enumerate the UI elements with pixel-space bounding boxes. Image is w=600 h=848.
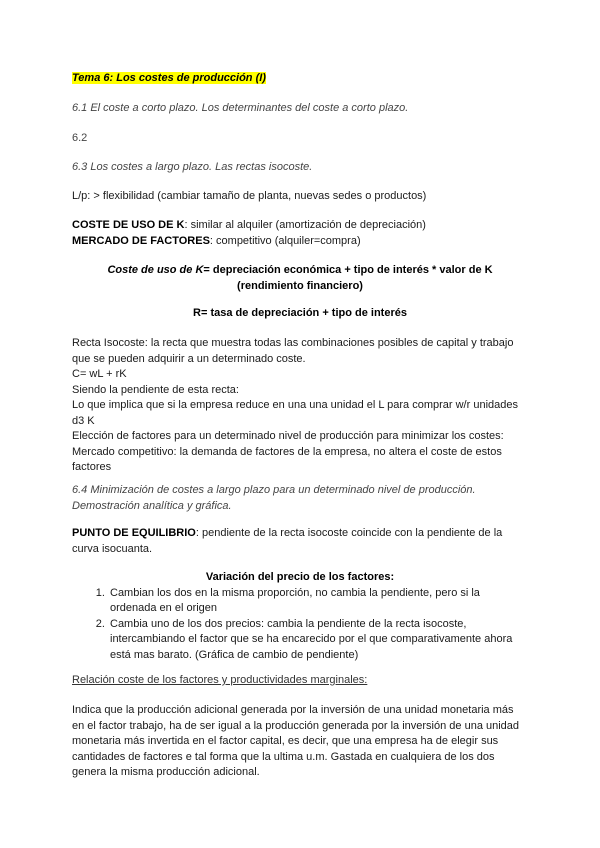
cost-of-capital-formula: Coste de uso de K= depreciación económica + tipo de interés * valor de K (rendimiento financiero) <box>107 264 493 292</box>
variacion-list <box>72 586 528 664</box>
section-6-1-heading: 6.1 El coste a corto plazo. Los determinantes del coste a corto plazo. <box>72 102 409 114</box>
mercado-factores-definition: MERCADO DE FACTORES: competitivo (alquiler=compra) <box>72 234 361 247</box>
section-6-4-heading: 6.4 Minimización de costes a largo plazo para un determinado nivel de producción. Demostración analítica y gráfica. <box>72 484 476 512</box>
section-6-2-heading: 6.2 <box>72 132 88 144</box>
list-item: 1. Cambian los dos en la misma proporción, no cambia la pendiente, pero si la ordenada en el origen <box>108 586 528 617</box>
section-6-3-heading: 6.3 Los costes a largo plazo. Las rectas isocoste. <box>72 161 313 173</box>
variacion-precio-section <box>72 570 528 663</box>
variacion-title: Variación del precio de los factores: <box>205 571 395 583</box>
list-item: 2. Cambia uno de los dos precios: cambia la pendiente de la recta isocoste, intercambiando el factor que se ha encarecido por el que comparativamente ahora está mas barato. (Gráfica de cambio de pendiente) <box>108 617 528 664</box>
punto-equilibrio-paragraph: PUNTO DE EQUILIBRIO: pendiente de la recta isocoste coincide con la pendiente de la curva isocuanta. <box>72 527 503 555</box>
definitions-block <box>72 218 528 249</box>
long-run-flexibility-note: L/p: > flexibilidad (cambiar tamaño de planta, nuevas sedes o productos) <box>72 190 427 202</box>
indica-paragraph: Indica que la producción adicional generada por la inversión de una unidad monetaria más en el factor trabajo, ha de ser igual a la producción generada por la inversión de una unidad monetaria más invertida en el factor capital, es decir, que una empresa ha de elegir sus cantidades de factores e tal forma que la ultima u.m. Gastada en cualquiera de los dos genera la misma producción adicional. <box>72 704 520 778</box>
relacion-heading: Relación coste de los factores y productividades marginales: <box>72 674 368 686</box>
isocoste-paragraph: Recta Isocoste: la recta que muestra todas las combinaciones posibles de capital y trabajo que se pueden adquirir a un determinado coste. C= wL + rK Siendo la pendiente de esta recta: Lo que implica que si la empresa reduce en una una unidad el L para comprar w/r unidades d3 K Elección de factores para un determinado nivel de producción para minimizar los costes: Mercado competitivo: la demanda de factores de la empresa, no altera el coste de estos factores <box>72 337 518 473</box>
coste-uso-definition: COSTE DE USO DE K: similar al alquiler (amortización de depreciación) <box>72 219 426 231</box>
rate-formula: R= tasa de depreciación + tipo de interés <box>193 307 407 319</box>
document-title: Tema 6: Los costes de producción (I) <box>72 72 266 84</box>
